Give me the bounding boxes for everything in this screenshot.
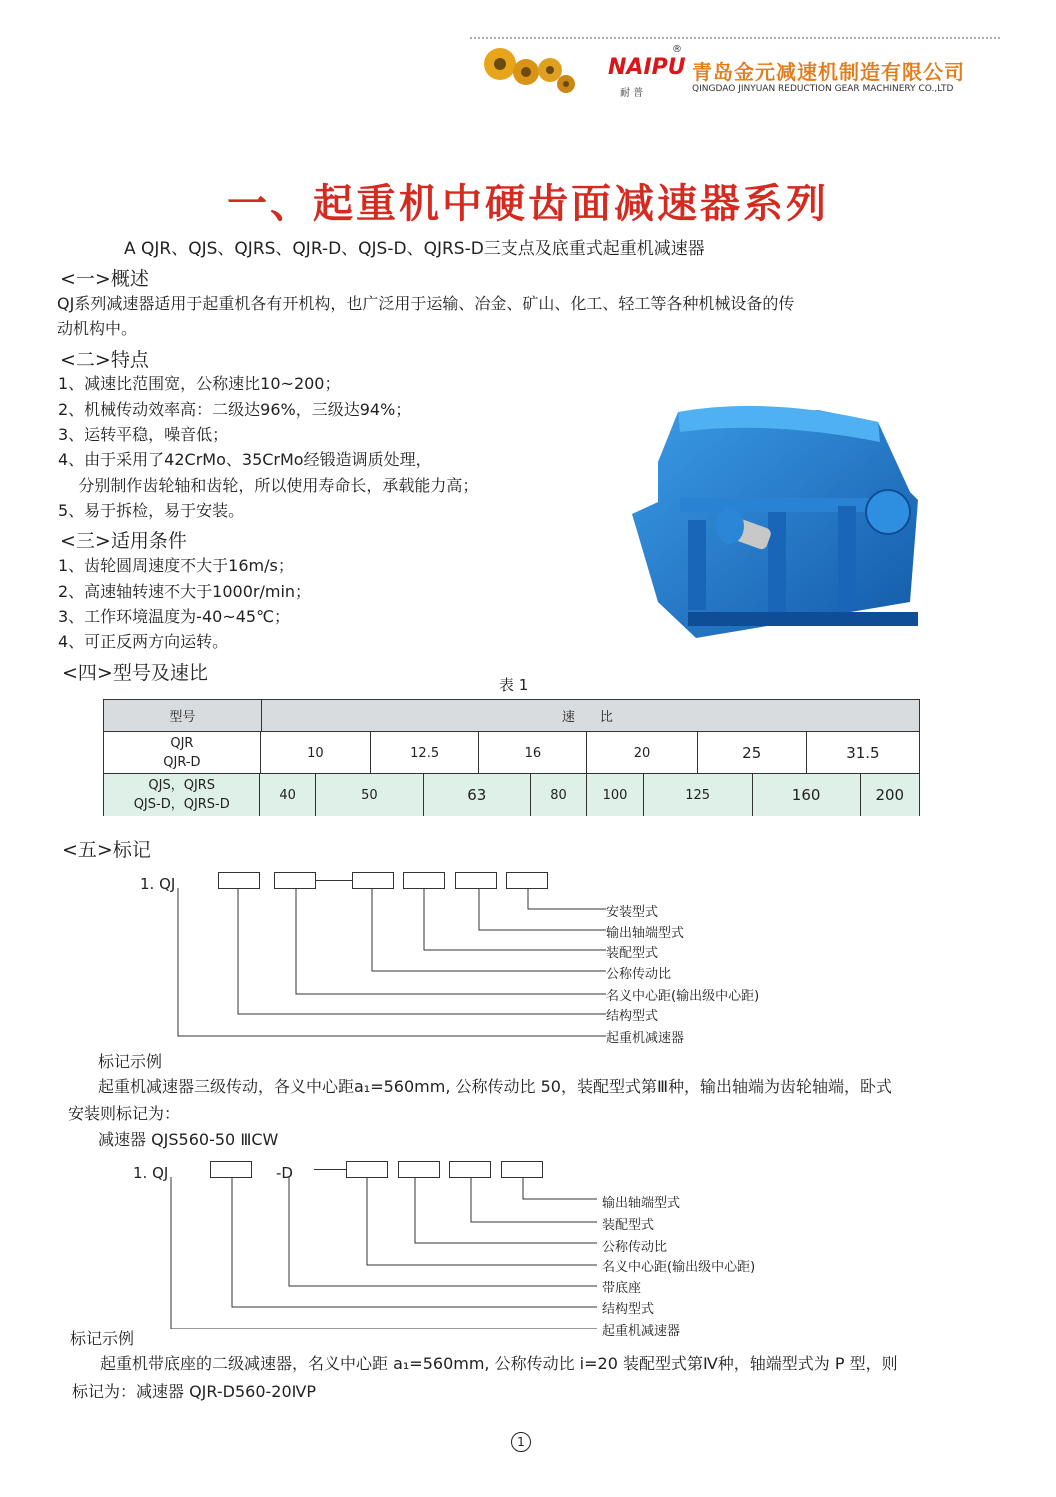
models-heading: <四>型号及速比: [62, 662, 208, 684]
overview-line: QJ系列减速器适用于起重机各有开机构，也广泛用于运输、冶金、矿山、化工、轻工等各种机械设备的传: [57, 294, 795, 313]
diagram1-label: 装配型式: [606, 946, 659, 961]
ratio-cell: 20: [586, 732, 696, 774]
ratio-cell: 10: [260, 732, 370, 774]
table-caption: 表 1: [499, 676, 529, 694]
example1-heading: 标记示例: [98, 1052, 163, 1071]
registered-mark: ®: [672, 44, 682, 55]
row1-model-cell: [104, 732, 260, 774]
ratio-table: [103, 699, 920, 816]
page-subtitle: A QJR、QJS、QJRS、QJR-D、QJS-D、QJRS-D三支点及底重式起重机减速器: [124, 239, 705, 259]
code-box: [210, 1161, 252, 1178]
diagram2-label: 公称传动比: [602, 1240, 668, 1255]
condition-item: 4、可正反两方向运转。: [58, 632, 229, 651]
code-box: [501, 1161, 543, 1178]
condition-item: 3、工作环境温度为-40~45℃；: [58, 607, 291, 626]
table-row: [104, 773, 919, 816]
model-name: QJS-D，QJRS-D: [133, 797, 230, 812]
code-box: [449, 1161, 491, 1178]
diagram2-label: 带底座: [602, 1281, 642, 1296]
table-row: [104, 731, 919, 774]
diagram1-label: 起重机减速器: [606, 1031, 685, 1046]
ratio-cell: 25: [697, 732, 806, 774]
code-box: [346, 1161, 388, 1178]
ratio-cell: 80: [530, 774, 586, 816]
feature-item: 1、减速比范围宽，公称速比10~200；: [58, 374, 341, 393]
dash-line: [316, 880, 352, 881]
diagram2-d-label: -D: [276, 1164, 293, 1182]
conditions-heading: <三>适用条件: [60, 530, 187, 552]
ratio-cell: 125: [643, 774, 752, 816]
ratio-cell: 40: [259, 774, 314, 816]
code-box: [506, 872, 548, 889]
diagram2-leader-lines: [165, 1177, 605, 1329]
diagram1-label: 公称传动比: [606, 967, 672, 982]
example2-line: 起重机带底座的二级减速器，名义中心距 a₁=560mm, 公称传动比 i=20 装配型式第Ⅳ种，轴端型式为 P 型，则: [100, 1354, 898, 1373]
ratio-cell: 50: [315, 774, 423, 816]
header-ratio: 速 比: [261, 700, 919, 731]
code-box: [352, 872, 394, 889]
diagram2-label: 装配型式: [602, 1218, 655, 1233]
header-rule: [470, 37, 1000, 39]
example1-line: 减速器 QJS560-50 ⅢCW: [98, 1130, 279, 1149]
page-number: 1: [511, 1432, 531, 1452]
table-header-row: [104, 700, 919, 731]
gearbox-image: [618, 402, 936, 640]
code-box: [274, 872, 316, 889]
ratio-cell: 100: [586, 774, 642, 816]
marking-heading: <五>标记: [62, 839, 151, 861]
row2-model-cell: [104, 774, 259, 816]
feature-item: 分别制作齿轮轴和齿轮，所以使用寿命长，承载能力高；: [58, 476, 479, 495]
overview-heading: <一>概述: [60, 268, 149, 290]
model-name: QJR-D: [163, 755, 201, 770]
diagram2-label: 名义中心距(输出级中心距): [602, 1260, 756, 1275]
ratio-cell: 200: [860, 774, 919, 816]
header-model: 型号: [169, 710, 196, 725]
gears-logo-icon: [478, 42, 578, 102]
example1-line: 起重机减速器三级传动，各义中心距a₁=560mm, 公称传动比 50，装配型式第Ⅲ种，输出轴端为齿轮轴端，卧式: [98, 1077, 892, 1096]
ratio-cell: 160: [752, 774, 860, 816]
condition-item: 2、高速轴转速不大于1000r/min；: [58, 582, 312, 601]
example2-line: 标记为：减速器 QJR-D560-20ⅣP: [72, 1382, 317, 1401]
diagram2-label: 起重机减速器: [602, 1324, 681, 1339]
code-box: [218, 872, 260, 889]
ratio-cell: 16: [478, 732, 586, 774]
diagram1-prefix: 1. QJ: [140, 875, 176, 893]
diagram1-leader-lines: [170, 888, 610, 1038]
overview-line: 动机构中。: [57, 319, 138, 338]
ratio-cell: 31.5: [806, 732, 919, 774]
example1-line: 安装则标记为：: [68, 1104, 181, 1123]
diagram1-label: 安装型式: [606, 905, 659, 920]
diagram2-label: 结构型式: [602, 1302, 655, 1317]
company-name-cn: 青岛金元减速机制造有限公司: [692, 60, 965, 84]
model-name: QJR: [170, 736, 194, 751]
diagram1-label: 输出轴端型式: [606, 926, 685, 941]
dash-line: [314, 1169, 346, 1170]
code-box: [403, 872, 445, 889]
page-title: 一、起重机中硬齿面减速器系列: [227, 181, 829, 227]
brand-subtitle: 耐 普: [620, 88, 644, 99]
ratio-cell: 12.5: [370, 732, 478, 774]
code-box: [398, 1161, 440, 1178]
diagram2-prefix: 1. QJ: [133, 1164, 169, 1182]
feature-item: 5、易于拆检，易于安装。: [58, 501, 245, 520]
feature-item: 2、机械传动效率高：二级达96%，三级达94%；: [58, 400, 412, 419]
diagram1-label: 名义中心距(输出级中心距): [606, 989, 760, 1004]
example2-heading: 标记示例: [70, 1329, 135, 1348]
company-name-en: QINGDAO JINYUAN REDUCTION GEAR MACHINERY CO.,LTD: [692, 84, 954, 94]
ratio-cell: 63: [423, 774, 530, 816]
diagram1-label: 结构型式: [606, 1009, 659, 1024]
model-name: QJS，QJRS: [148, 778, 216, 793]
brand-logo: NAIPU: [608, 55, 686, 80]
code-box: [455, 872, 497, 889]
features-heading: <二>特点: [60, 349, 149, 371]
condition-item: 1、齿轮圆周速度不大于16m/s；: [58, 556, 294, 575]
feature-item: 4、由于采用了42CrMo、35CrMo经锻造调质处理，: [58, 450, 432, 469]
diagram2-label: 输出轴端型式: [602, 1196, 681, 1211]
feature-item: 3、运转平稳，噪音低；: [58, 425, 229, 444]
